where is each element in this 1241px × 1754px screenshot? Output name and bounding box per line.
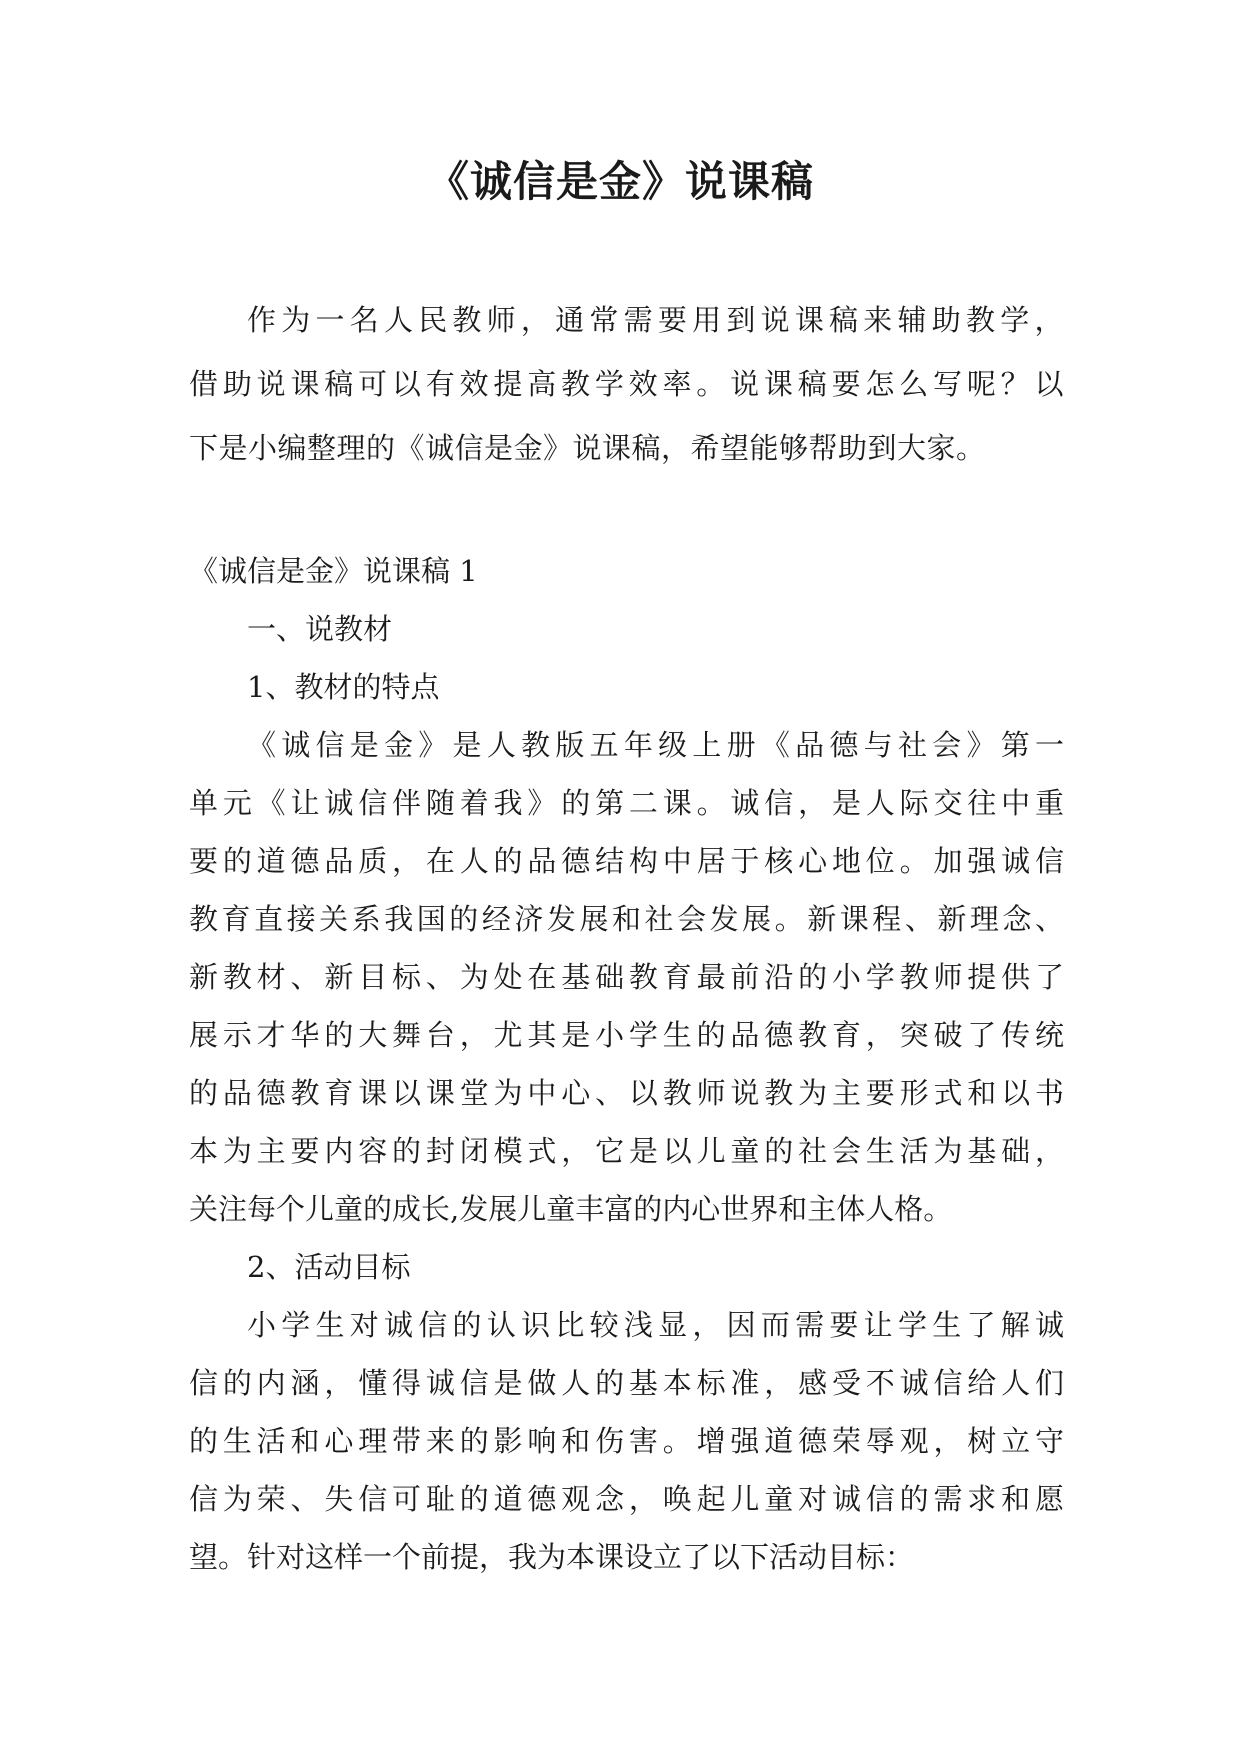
section-title: 《诚信是金》说课稿 1 — [189, 554, 478, 588]
paragraph-line: 要的道德品质，在人的品德结构中居于核心地位。加强诚信 — [189, 844, 1064, 878]
paragraph-line: 关注每个儿童的成长,发展儿童丰富的内心世界和主体人格。 — [189, 1192, 953, 1226]
paragraph-line: 的生活和心理带来的影响和伤害。增强道德荣辱观，树立守 — [189, 1424, 1064, 1458]
paragraph-line: 《诚信是金》是人教版五年级上册《品德与社会》第一 — [247, 728, 1064, 762]
paragraph-line: 信的内涵，懂得诚信是做人的基本标准，感受不诚信给人们 — [189, 1366, 1064, 1400]
heading-tedian: 1、教材的特点 — [247, 670, 440, 704]
paragraph-mubiao — [189, 1296, 1064, 1586]
heading-jiaocai: 一、说教材 — [247, 612, 393, 646]
intro-line: 下是小编整理的《诚信是金》说课稿，希望能够帮助到大家。 — [189, 431, 986, 465]
paragraph-line: 教育直接关系我国的经济发展和社会发展。新课程、新理念、 — [189, 902, 1064, 936]
paragraph-line: 单元《让诚信伴随着我》的第二课。诚信，是人际交往中重 — [189, 786, 1064, 820]
paragraph-line: 小学生对诚信的认识比较浅显，因而需要让学生了解诚 — [247, 1308, 1064, 1342]
paragraph-line: 的品德教育课以课堂为中心、以教师说教为主要形式和以书 — [189, 1076, 1064, 1110]
spacer — [189, 480, 1064, 542]
document-title: 《诚信是金》说课稿 — [426, 157, 814, 206]
paragraph-line: 信为荣、失信可耻的道德观念，唤起儿童对诚信的需求和愿 — [189, 1482, 1064, 1516]
intro-line: 作为一名人民教师，通常需要用到说课稿来辅助教学， — [247, 303, 1064, 337]
paragraph-line: 望。针对这样一个前提，我为本课设立了以下活动目标： — [189, 1540, 915, 1574]
paragraph-line: 新教材、新目标、为处在基础教育最前沿的小学教师提供了 — [189, 960, 1064, 994]
paragraph-line: 本为主要内容的封闭模式，它是以儿童的社会生活为基础， — [189, 1134, 1064, 1168]
intro-paragraph — [189, 288, 1064, 480]
document-body — [189, 288, 1064, 1586]
intro-line: 借助说课稿可以有效提高教学效率。说课稿要怎么写呢？以 — [189, 367, 1064, 401]
heading-mubiao: 2、活动目标 — [247, 1250, 411, 1284]
paragraph-tedian — [189, 716, 1064, 1238]
paragraph-line: 展示才华的大舞台，尤其是小学生的品德教育，突破了传统 — [189, 1018, 1064, 1052]
